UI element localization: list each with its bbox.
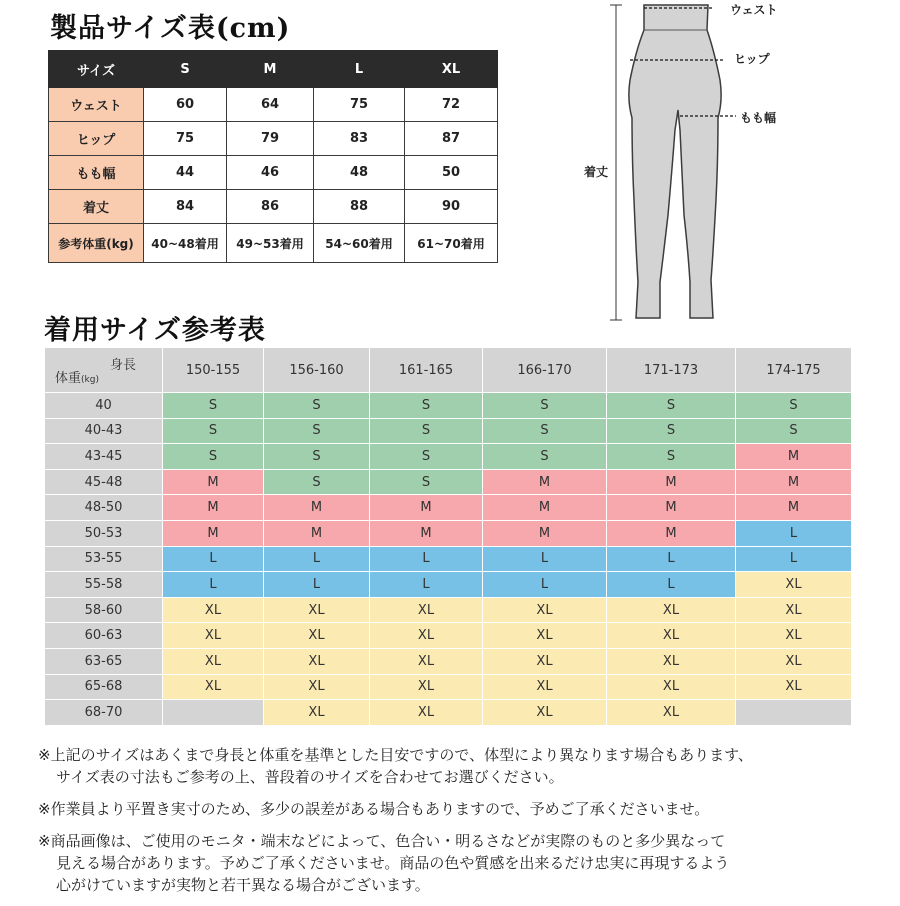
size-row-label: ウェスト: [49, 88, 144, 122]
size-value-cell: 75: [314, 88, 405, 122]
size-recommendation-cell: L: [607, 572, 736, 598]
weight-row: [45, 444, 852, 470]
size-recommendation-cell: M: [163, 469, 264, 495]
size-recommendation-cell: XL: [370, 597, 483, 623]
size-header-cell: L: [314, 51, 405, 88]
height-header-cell: 161-165: [370, 348, 483, 393]
size-recommendation-cell: XL: [264, 674, 370, 700]
size-row-label: 参考体重(kg): [49, 224, 144, 263]
weight-label-cell: 50-53: [45, 520, 163, 546]
size-recommendation-cell: M: [163, 495, 264, 521]
size-table-row: [49, 122, 498, 156]
note-line: ※商品画像は、ご使用のモニタ・端末などによって、色合い・明るさなどが実際のものと多少異なって: [38, 832, 726, 850]
size-recommendation-cell: XL: [163, 623, 264, 649]
size-value-cell: 54~60着用: [314, 224, 405, 263]
size-recommendation-cell: L: [264, 572, 370, 598]
note-line: 心がけていますが実物と若干異なる場合がございます。: [56, 876, 430, 894]
size-recommendation-cell: L: [736, 520, 852, 546]
weight-label-cell: 48-50: [45, 495, 163, 521]
size-recommendation-cell: XL: [163, 597, 264, 623]
size-recommendation-cell: S: [264, 393, 370, 419]
size-recommendation-cell: M: [736, 469, 852, 495]
size-recommendation-cell: L: [264, 546, 370, 572]
weight-label-cell: 53-55: [45, 546, 163, 572]
height-header-cell: 174-175: [736, 348, 852, 393]
product-size-table: [48, 50, 498, 263]
weight-row: [45, 418, 852, 444]
size-recommendation-cell: XL: [736, 572, 852, 598]
leggings-diagram: [580, 0, 900, 330]
size-recommendation-cell: XL: [163, 648, 264, 674]
weight-row: [45, 623, 852, 649]
size-recommendation-cell: XL: [483, 700, 607, 726]
size-header-cell: サイズ: [49, 51, 144, 88]
size-recommendation-cell: XL: [483, 623, 607, 649]
size-recommendation-cell: XL: [736, 648, 852, 674]
size-row-label: ヒップ: [49, 122, 144, 156]
waist-label: ウェスト: [730, 3, 778, 17]
height-header-cell: 156-160: [264, 348, 370, 393]
size-recommendation-cell: L: [607, 546, 736, 572]
size-recommendation-cell: S: [163, 444, 264, 470]
size-recommendation-cell: [736, 700, 852, 726]
size-recommendation-cell: S: [370, 444, 483, 470]
note-1: [38, 744, 888, 788]
size-table-row: [49, 224, 498, 263]
weight-row: [45, 700, 852, 726]
size-recommendation-cell: S: [163, 418, 264, 444]
weight-label-cell: 58-60: [45, 597, 163, 623]
size-recommendation-cell: [163, 700, 264, 726]
size-value-cell: 72: [405, 88, 498, 122]
size-recommendation-cell: S: [483, 444, 607, 470]
weight-row: [45, 597, 852, 623]
size-recommendation-cell: L: [483, 546, 607, 572]
size-recommendation-cell: XL: [370, 648, 483, 674]
size-value-cell: 49~53着用: [227, 224, 314, 263]
size-recommendation-cell: XL: [264, 623, 370, 649]
weight-row: [45, 495, 852, 521]
size-recommendation-cell: L: [483, 572, 607, 598]
size-recommendation-cell: M: [163, 520, 264, 546]
weight-label-cell: 55-58: [45, 572, 163, 598]
size-recommendation-cell: XL: [370, 700, 483, 726]
weight-label-cell: 60-63: [45, 623, 163, 649]
size-recommendation-cell: XL: [607, 674, 736, 700]
size-recommendation-cell: M: [483, 520, 607, 546]
weight-label-cell: 63-65: [45, 648, 163, 674]
size-recommendation-cell: M: [607, 469, 736, 495]
height-axis-label: 身長: [109, 358, 136, 373]
fit-reference-table: [44, 347, 852, 726]
note-line: ※作業員より平置き実寸のため、多少の誤差がある場合もありますので、予めご了承くださいませ。: [38, 800, 710, 818]
size-recommendation-cell: S: [736, 393, 852, 419]
size-recommendation-cell: S: [370, 418, 483, 444]
size-recommendation-cell: XL: [736, 623, 852, 649]
size-value-cell: 46: [227, 156, 314, 190]
size-value-cell: 86: [227, 190, 314, 224]
size-recommendation-cell: M: [370, 520, 483, 546]
height-header-cell: 171-173: [607, 348, 736, 393]
size-value-cell: 79: [227, 122, 314, 156]
size-recommendation-cell: S: [483, 393, 607, 419]
size-recommendation-cell: S: [264, 469, 370, 495]
size-recommendation-cell: M: [483, 495, 607, 521]
size-recommendation-cell: M: [736, 495, 852, 521]
size-recommendation-cell: S: [163, 393, 264, 419]
size-value-cell: 64: [227, 88, 314, 122]
size-value-cell: 88: [314, 190, 405, 224]
size-recommendation-cell: M: [607, 520, 736, 546]
weight-row: [45, 648, 852, 674]
size-recommendation-cell: XL: [607, 597, 736, 623]
size-recommendation-cell: M: [264, 495, 370, 521]
fit-size-title: 着用サイズ参考表: [44, 315, 266, 346]
size-recommendation-cell: XL: [163, 674, 264, 700]
weight-row: [45, 546, 852, 572]
size-value-cell: 48: [314, 156, 405, 190]
size-value-cell: 84: [144, 190, 227, 224]
size-recommendation-cell: XL: [483, 597, 607, 623]
size-value-cell: 90: [405, 190, 498, 224]
thigh-label: もも幅: [740, 111, 777, 125]
corner-cell: [45, 348, 163, 393]
weight-row: [45, 393, 852, 419]
size-header-cell: XL: [405, 51, 498, 88]
size-recommendation-cell: XL: [736, 674, 852, 700]
size-value-cell: 75: [144, 122, 227, 156]
size-recommendation-cell: M: [264, 520, 370, 546]
weight-label-cell: 65-68: [45, 674, 163, 700]
size-value-cell: 61~70着用: [405, 224, 498, 263]
size-recommendation-cell: XL: [264, 597, 370, 623]
weight-label-cell: 68-70: [45, 700, 163, 726]
weight-row: [45, 520, 852, 546]
size-table-header-row: [49, 51, 498, 88]
size-recommendation-cell: XL: [736, 597, 852, 623]
size-recommendation-cell: M: [483, 469, 607, 495]
size-recommendation-cell: S: [607, 444, 736, 470]
weight-label-cell: 45-48: [45, 469, 163, 495]
note-line: 見える場合があります。予めご了承くださいませ。商品の色や質感を出来るだけ忠実に再現するよう: [56, 854, 730, 872]
note-line: ※上記のサイズはあくまで身長と体重を基準とした目安ですので、体型により異なります場合もあります、: [38, 746, 753, 764]
size-recommendation-cell: L: [370, 546, 483, 572]
size-recommendation-cell: XL: [264, 648, 370, 674]
notes-section: [38, 744, 888, 906]
size-recommendation-cell: L: [163, 572, 264, 598]
size-row-label: もも幅: [49, 156, 144, 190]
length-label: 着丈: [584, 165, 609, 179]
size-header-cell: M: [227, 51, 314, 88]
size-recommendation-cell: XL: [607, 648, 736, 674]
weight-row: [45, 674, 852, 700]
size-recommendation-cell: M: [370, 495, 483, 521]
size-recommendation-cell: XL: [370, 674, 483, 700]
size-recommendation-cell: S: [370, 469, 483, 495]
size-value-cell: 87: [405, 122, 498, 156]
height-header-row: [45, 348, 852, 393]
note-line: サイズ表の寸法もご参考の上、普段着のサイズを合わせてお選びください。: [56, 768, 564, 786]
size-recommendation-cell: S: [370, 393, 483, 419]
size-recommendation-cell: S: [736, 418, 852, 444]
size-recommendation-cell: XL: [483, 648, 607, 674]
size-recommendation-cell: XL: [483, 674, 607, 700]
size-value-cell: 44: [144, 156, 227, 190]
size-table-row: [49, 190, 498, 224]
size-row-label: 着丈: [49, 190, 144, 224]
note-3: [38, 830, 888, 896]
size-recommendation-cell: S: [607, 393, 736, 419]
size-recommendation-cell: XL: [607, 623, 736, 649]
weight-label-cell: 40-43: [45, 418, 163, 444]
weight-row: [45, 572, 852, 598]
height-header-cell: 150-155: [163, 348, 264, 393]
size-value-cell: 60: [144, 88, 227, 122]
weight-row: [45, 469, 852, 495]
size-table-row: [49, 88, 498, 122]
leggings-shape: [629, 5, 721, 318]
product-size-title: 製品サイズ表(cm): [50, 13, 291, 44]
size-recommendation-cell: XL: [607, 700, 736, 726]
size-value-cell: 40~48着用: [144, 224, 227, 263]
size-recommendation-cell: S: [607, 418, 736, 444]
weight-label-cell: 40: [45, 393, 163, 419]
size-recommendation-cell: M: [607, 495, 736, 521]
height-header-cell: 166-170: [483, 348, 607, 393]
size-value-cell: 83: [314, 122, 405, 156]
weight-label-cell: 43-45: [45, 444, 163, 470]
weight-axis-label: 体重(kg): [55, 371, 99, 386]
note-2: [38, 798, 888, 820]
size-recommendation-cell: XL: [264, 700, 370, 726]
size-recommendation-cell: S: [264, 418, 370, 444]
size-header-cell: S: [144, 51, 227, 88]
size-recommendation-cell: S: [264, 444, 370, 470]
size-recommendation-cell: L: [370, 572, 483, 598]
size-table-row: [49, 156, 498, 190]
size-recommendation-cell: L: [163, 546, 264, 572]
size-recommendation-cell: S: [483, 418, 607, 444]
size-recommendation-cell: M: [736, 444, 852, 470]
size-value-cell: 50: [405, 156, 498, 190]
size-recommendation-cell: L: [736, 546, 852, 572]
size-recommendation-cell: XL: [370, 623, 483, 649]
hip-label: ヒップ: [734, 52, 770, 66]
